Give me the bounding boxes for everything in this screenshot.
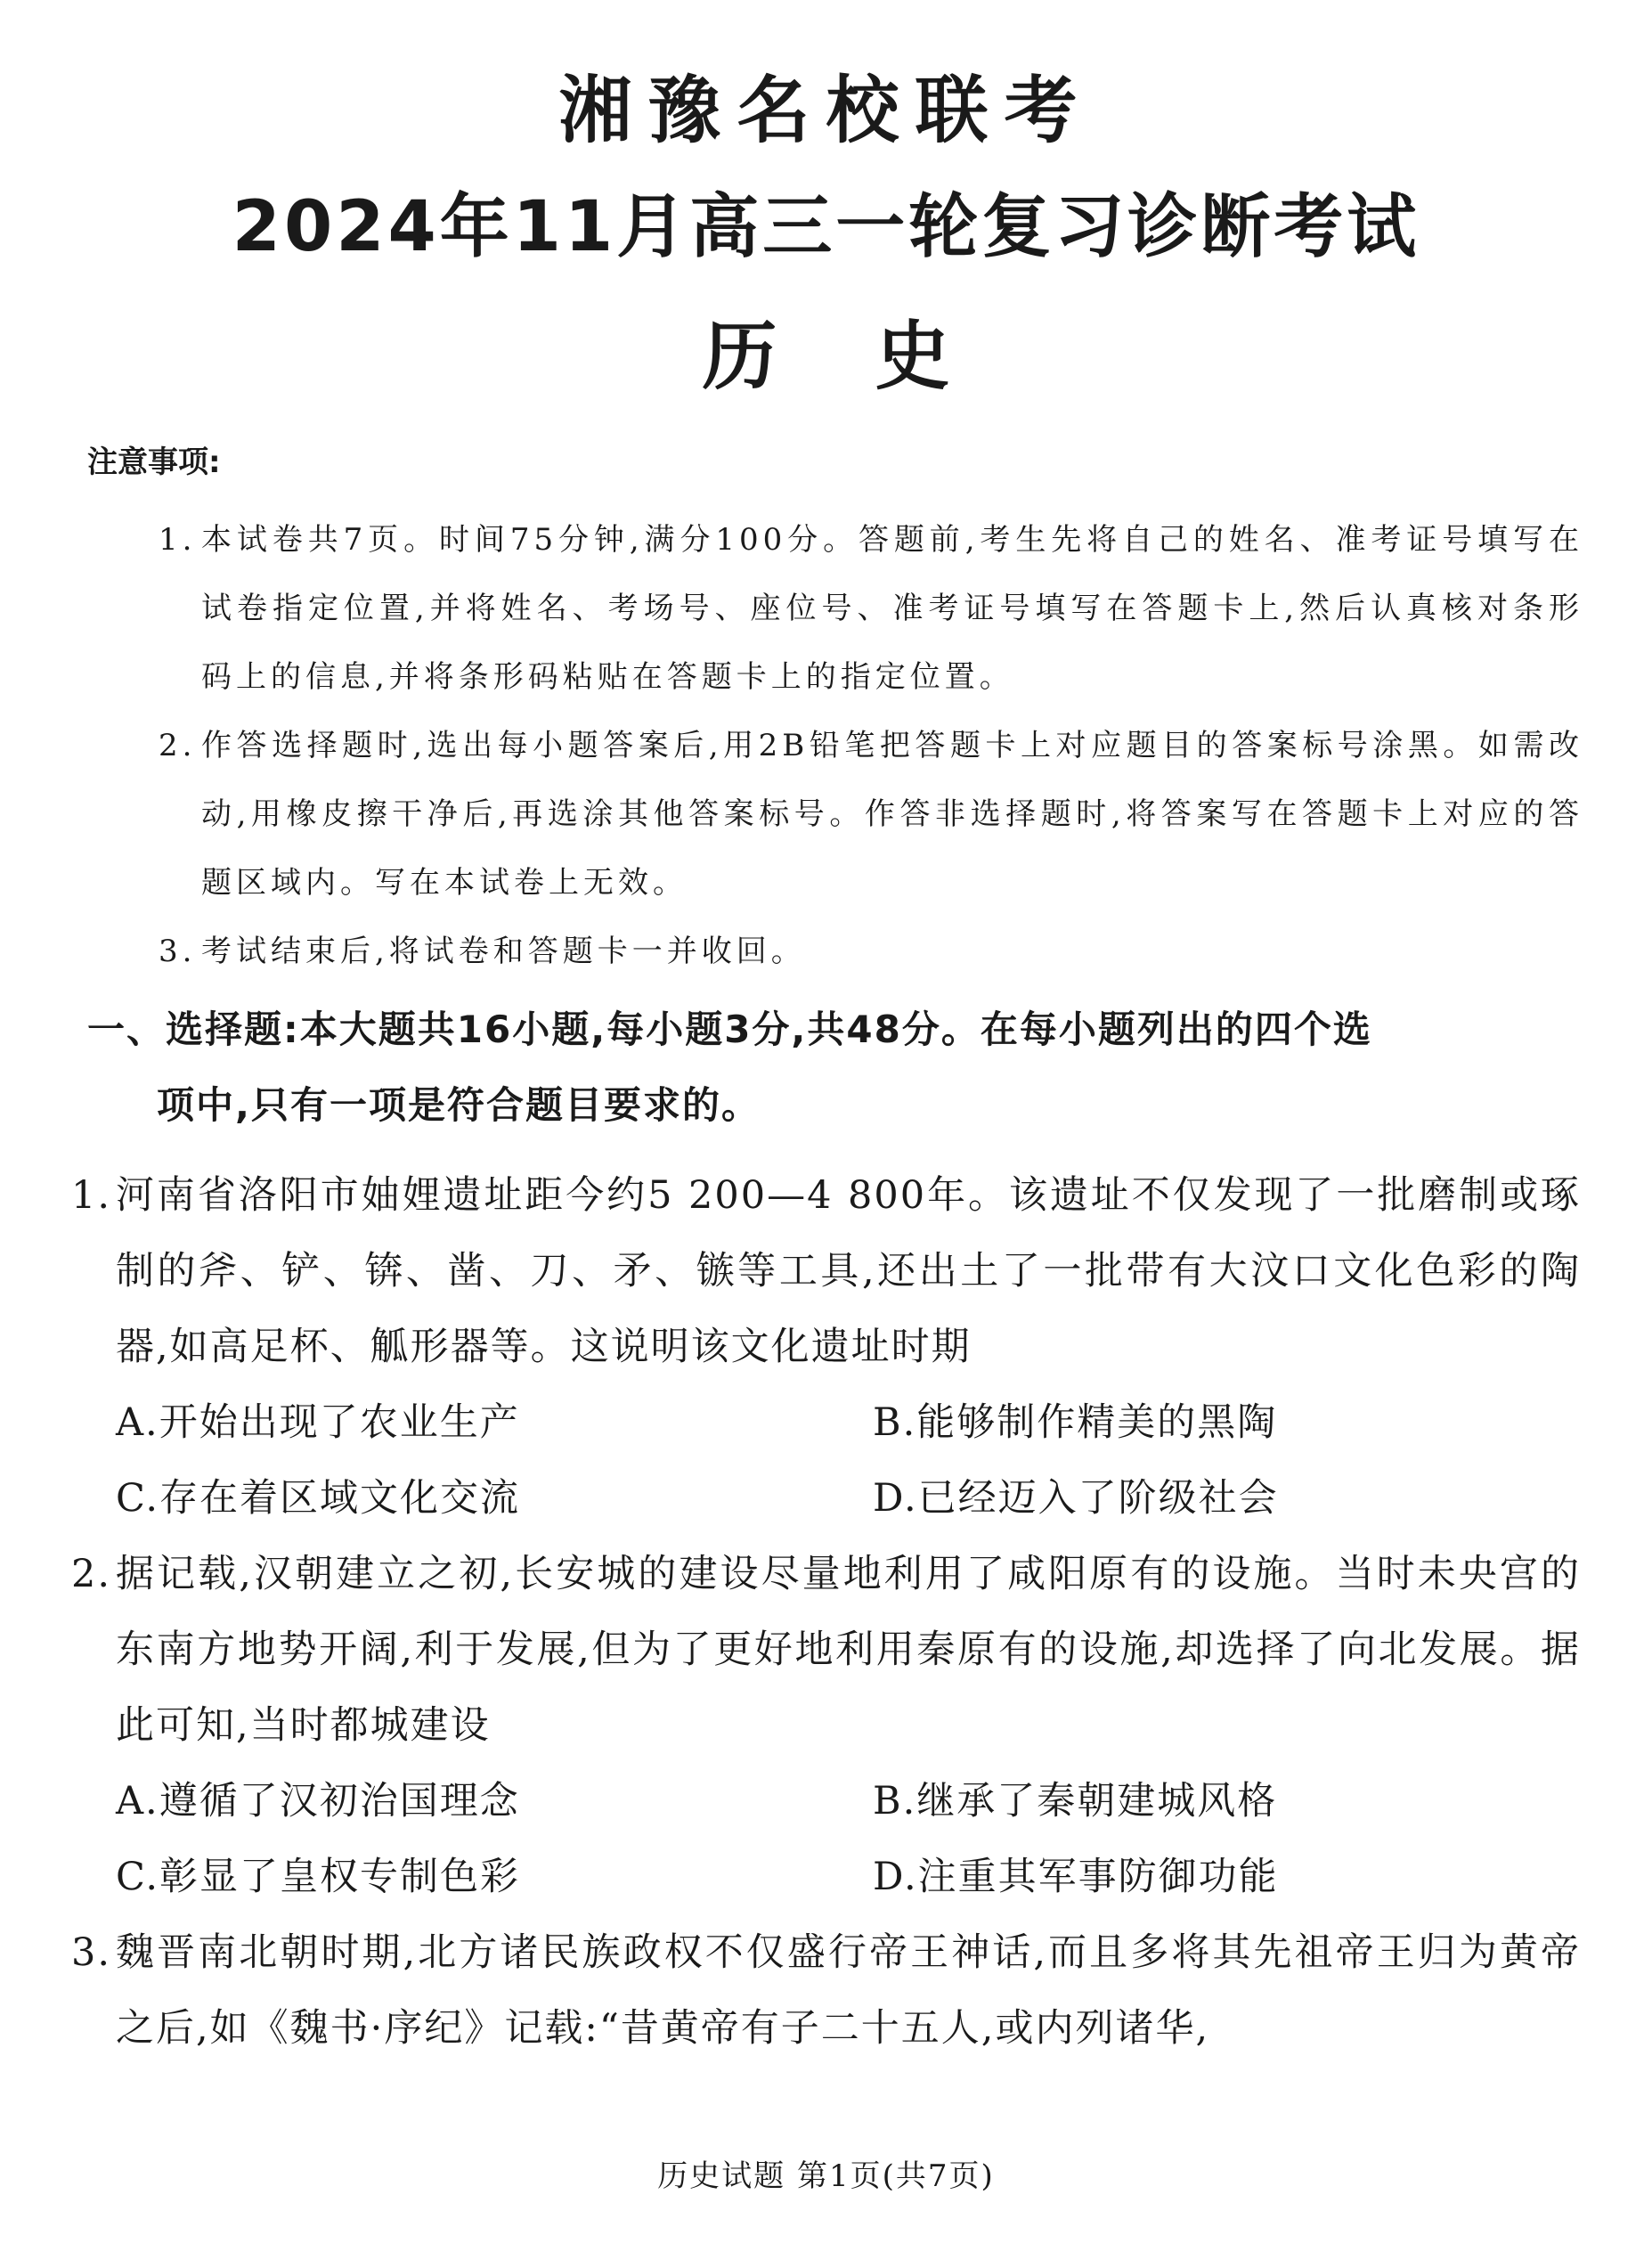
option-a: A.遵循了汉初治国理念	[116, 1779, 520, 1823]
section-heading-line: 项中,只有一项是符合题目要求的。	[157, 1083, 761, 1127]
option-d: D.注重其军事防御功能	[873, 1855, 1279, 1899]
question-options	[116, 1764, 1581, 1915]
option-b: B.继承了秦朝建城风格	[873, 1779, 1278, 1823]
question-1	[71, 1158, 1581, 1537]
exam-union-title: 湘豫名校联考	[558, 69, 1094, 153]
question-number: 2.	[71, 1552, 112, 1596]
option-d: D.已经迈入了阶级社会	[873, 1476, 1279, 1521]
question-stem: 据记载,汉朝建立之初,长安城的建设尽量地利用了咸阳原有的设施。当时未央宫的东南方地势开阔,利于发展,但为了更好地利用秦原有的设施,却选择了向北发展。据此可知,当时都城建设	[116, 1552, 1581, 1748]
page-footer: 历史试题 第1页(共7页)	[657, 2158, 995, 2194]
question-number: 1.	[71, 1173, 112, 1218]
note-number: 1.	[159, 522, 197, 558]
option-b: B.能够制作精美的黑陶	[873, 1400, 1278, 1445]
question-number: 3.	[71, 1930, 112, 1975]
question-3	[71, 1915, 1581, 2067]
note-item	[159, 918, 1583, 986]
option-a: A.开始出现了农业生产	[116, 1400, 520, 1445]
question-list	[71, 1158, 1581, 2067]
notes-heading: 注意事项:	[87, 445, 221, 480]
note-number: 3.	[159, 934, 197, 969]
note-item	[159, 712, 1583, 918]
option-c: C.彰显了皇权专制色彩	[116, 1855, 521, 1899]
option-c: C.存在着区域文化交流	[116, 1476, 521, 1521]
exam-title: 2024年11月高三一轮复习诊断考试	[232, 187, 1420, 267]
section-heading	[87, 991, 1579, 1143]
question-options	[116, 1385, 1581, 1537]
note-item	[159, 506, 1583, 712]
question-stem: 魏晋南北朝时期,北方诸民族政权不仅盛行帝王神话,而且多将其先祖帝王归为黄帝之后,如《魏书·序纪》记载:“昔黄帝有子二十五人,或内列诸华,	[116, 1930, 1581, 2051]
note-text: 作答选择题时,选出每小题答案后,用2B铅笔把答题卡上对应题目的答案标号涂黑。如需改动,用橡皮擦干净后,再选涂其他答案标号。作答非选择题时,将答案写在答题卡上对应的答题区域内。写在本试卷上无效。	[201, 728, 1583, 901]
subject-title: 历史	[702, 313, 1048, 400]
question-stem: 河南省洛阳市妯娌遗址距今约5 200—4 800年。该遗址不仅发现了一批磨制或琢制的斧、铲、锛、凿、刀、矛、镞等工具,还出土了一批带有大汶口文化色彩的陶器,如高足杯、觚形器等。这说明该文化遗址时期	[116, 1173, 1581, 1369]
question-2	[71, 1537, 1581, 1915]
note-number: 2.	[159, 728, 197, 763]
note-text: 考试结束后,将试卷和答题卡一并收回。	[201, 934, 806, 969]
note-text: 本试卷共7页。时间75分钟,满分100分。答题前,考生先将自己的姓名、准考证号填写在试卷指定位置,并将姓名、考场号、座位号、准考证号填写在答题卡上,然后认真核对条形码上的信息,并将条形码粘贴在答题卡上的指定位置。	[201, 522, 1583, 695]
notes-list	[159, 506, 1583, 986]
section-heading-line: 一、选择题:本大题共16小题,每小题3分,共48分。在每小题列出的四个选	[87, 1008, 1372, 1051]
